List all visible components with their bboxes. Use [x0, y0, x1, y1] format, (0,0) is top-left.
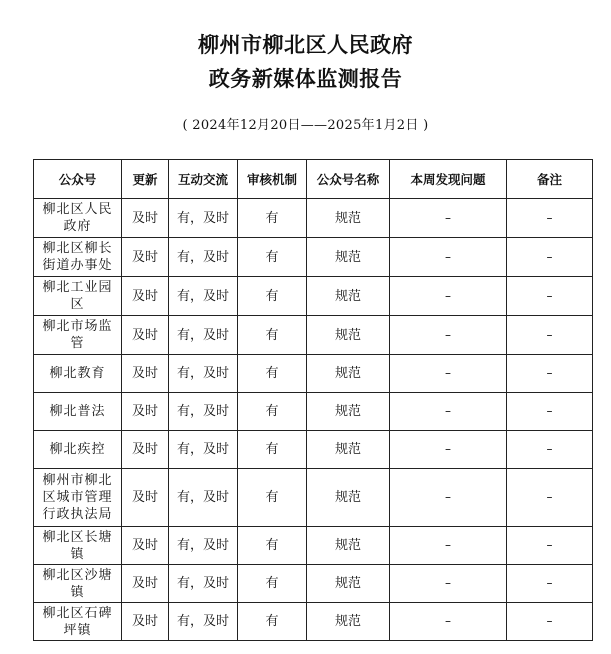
cell-account: 柳北区人民政府 — [34, 199, 122, 238]
col-header-interaction: 互动交流 — [169, 160, 238, 199]
cell-account-name: 规范 — [307, 393, 390, 431]
cell-review: 有 — [238, 527, 307, 565]
cell-update: 及时 — [122, 469, 169, 527]
cell-issues: – — [390, 603, 507, 641]
cell-remark: – — [507, 238, 593, 277]
cell-review: 有 — [238, 355, 307, 393]
cell-account: 柳北区沙塘镇 — [34, 565, 122, 603]
col-header-update: 更新 — [122, 160, 169, 199]
cell-account-name: 规范 — [307, 469, 390, 527]
cell-remark: – — [507, 431, 593, 469]
cell-account-name: 规范 — [307, 527, 390, 565]
cell-account: 柳北普法 — [34, 393, 122, 431]
cell-account: 柳北市场监管 — [34, 316, 122, 355]
cell-update: 及时 — [122, 603, 169, 641]
cell-issues: – — [390, 469, 507, 527]
table-row — [34, 469, 593, 527]
cell-account-name: 规范 — [307, 316, 390, 355]
cell-interaction: 有，及时 — [169, 565, 238, 603]
cell-interaction: 有，及时 — [169, 393, 238, 431]
col-header-remark: 备注 — [507, 160, 593, 199]
cell-interaction: 有，及时 — [169, 355, 238, 393]
cell-review: 有 — [238, 469, 307, 527]
cell-issues: – — [390, 316, 507, 355]
cell-issues: – — [390, 277, 507, 316]
cell-account-name: 规范 — [307, 431, 390, 469]
table-row — [34, 355, 593, 393]
cell-remark: – — [507, 527, 593, 565]
cell-account-name: 规范 — [307, 355, 390, 393]
cell-review: 有 — [238, 277, 307, 316]
cell-review: 有 — [238, 316, 307, 355]
report-title-line2: 政务新媒体监测报告 — [208, 67, 403, 91]
col-header-issues: 本周发现问题 — [390, 160, 507, 199]
cell-account: 柳北教育 — [34, 355, 122, 393]
cell-interaction: 有，及时 — [169, 316, 238, 355]
cell-interaction: 有，及时 — [169, 527, 238, 565]
report-title-line1: 柳州市柳北区人民政府 — [198, 33, 413, 57]
cell-issues: – — [390, 565, 507, 603]
cell-update: 及时 — [122, 199, 169, 238]
table-row — [34, 277, 593, 316]
cell-review: 有 — [238, 393, 307, 431]
cell-interaction: 有，及时 — [169, 238, 238, 277]
cell-update: 及时 — [122, 393, 169, 431]
cell-account: 柳北工业园区 — [34, 277, 122, 316]
cell-remark: – — [507, 469, 593, 527]
cell-update: 及时 — [122, 355, 169, 393]
cell-interaction: 有，及时 — [169, 469, 238, 527]
cell-issues: – — [390, 355, 507, 393]
cell-remark: – — [507, 355, 593, 393]
table-row — [34, 565, 593, 603]
cell-update: 及时 — [122, 527, 169, 565]
cell-issues: – — [390, 199, 507, 238]
cell-account-name: 规范 — [307, 238, 390, 277]
cell-interaction: 有，及时 — [169, 277, 238, 316]
table-row — [34, 393, 593, 431]
cell-update: 及时 — [122, 316, 169, 355]
cell-remark: – — [507, 603, 593, 641]
cell-interaction: 有，及时 — [169, 603, 238, 641]
cell-issues: – — [390, 527, 507, 565]
cell-update: 及时 — [122, 277, 169, 316]
cell-account: 柳北区柳长街道办事处 — [34, 238, 122, 277]
cell-account: 柳州市柳北区城市管理行政执法局 — [34, 469, 122, 527]
table-row — [34, 431, 593, 469]
col-header-account: 公众号 — [34, 160, 122, 199]
cell-issues: – — [390, 431, 507, 469]
cell-account: 柳北区长塘镇 — [34, 527, 122, 565]
cell-issues: – — [390, 393, 507, 431]
cell-remark: – — [507, 316, 593, 355]
cell-account-name: 规范 — [307, 603, 390, 641]
table-row — [34, 316, 593, 355]
cell-update: 及时 — [122, 565, 169, 603]
cell-interaction: 有，及时 — [169, 199, 238, 238]
col-header-account-name: 公众号名称 — [307, 160, 390, 199]
table-row — [34, 527, 593, 565]
cell-remark: – — [507, 393, 593, 431]
col-header-review: 审核机制 — [238, 160, 307, 199]
monitoring-table — [33, 159, 593, 641]
table-header-row — [34, 160, 593, 199]
cell-review: 有 — [238, 565, 307, 603]
table-row — [34, 603, 593, 641]
cell-account-name: 规范 — [307, 199, 390, 238]
cell-account-name: 规范 — [307, 565, 390, 603]
cell-issues: – — [390, 238, 507, 277]
cell-review: 有 — [238, 603, 307, 641]
cell-update: 及时 — [122, 431, 169, 469]
cell-remark: – — [507, 199, 593, 238]
report-date-range: ( 2024年12月20日——2025年1月2日 ) — [182, 118, 429, 133]
cell-review: 有 — [238, 431, 307, 469]
cell-account: 柳北区石碑坪镇 — [34, 603, 122, 641]
cell-review: 有 — [238, 199, 307, 238]
cell-interaction: 有，及时 — [169, 431, 238, 469]
cell-account-name: 规范 — [307, 277, 390, 316]
table-row — [34, 199, 593, 238]
cell-update: 及时 — [122, 238, 169, 277]
cell-account: 柳北疾控 — [34, 431, 122, 469]
table-row — [34, 238, 593, 277]
cell-review: 有 — [238, 238, 307, 277]
cell-remark: – — [507, 565, 593, 603]
cell-remark: – — [507, 277, 593, 316]
